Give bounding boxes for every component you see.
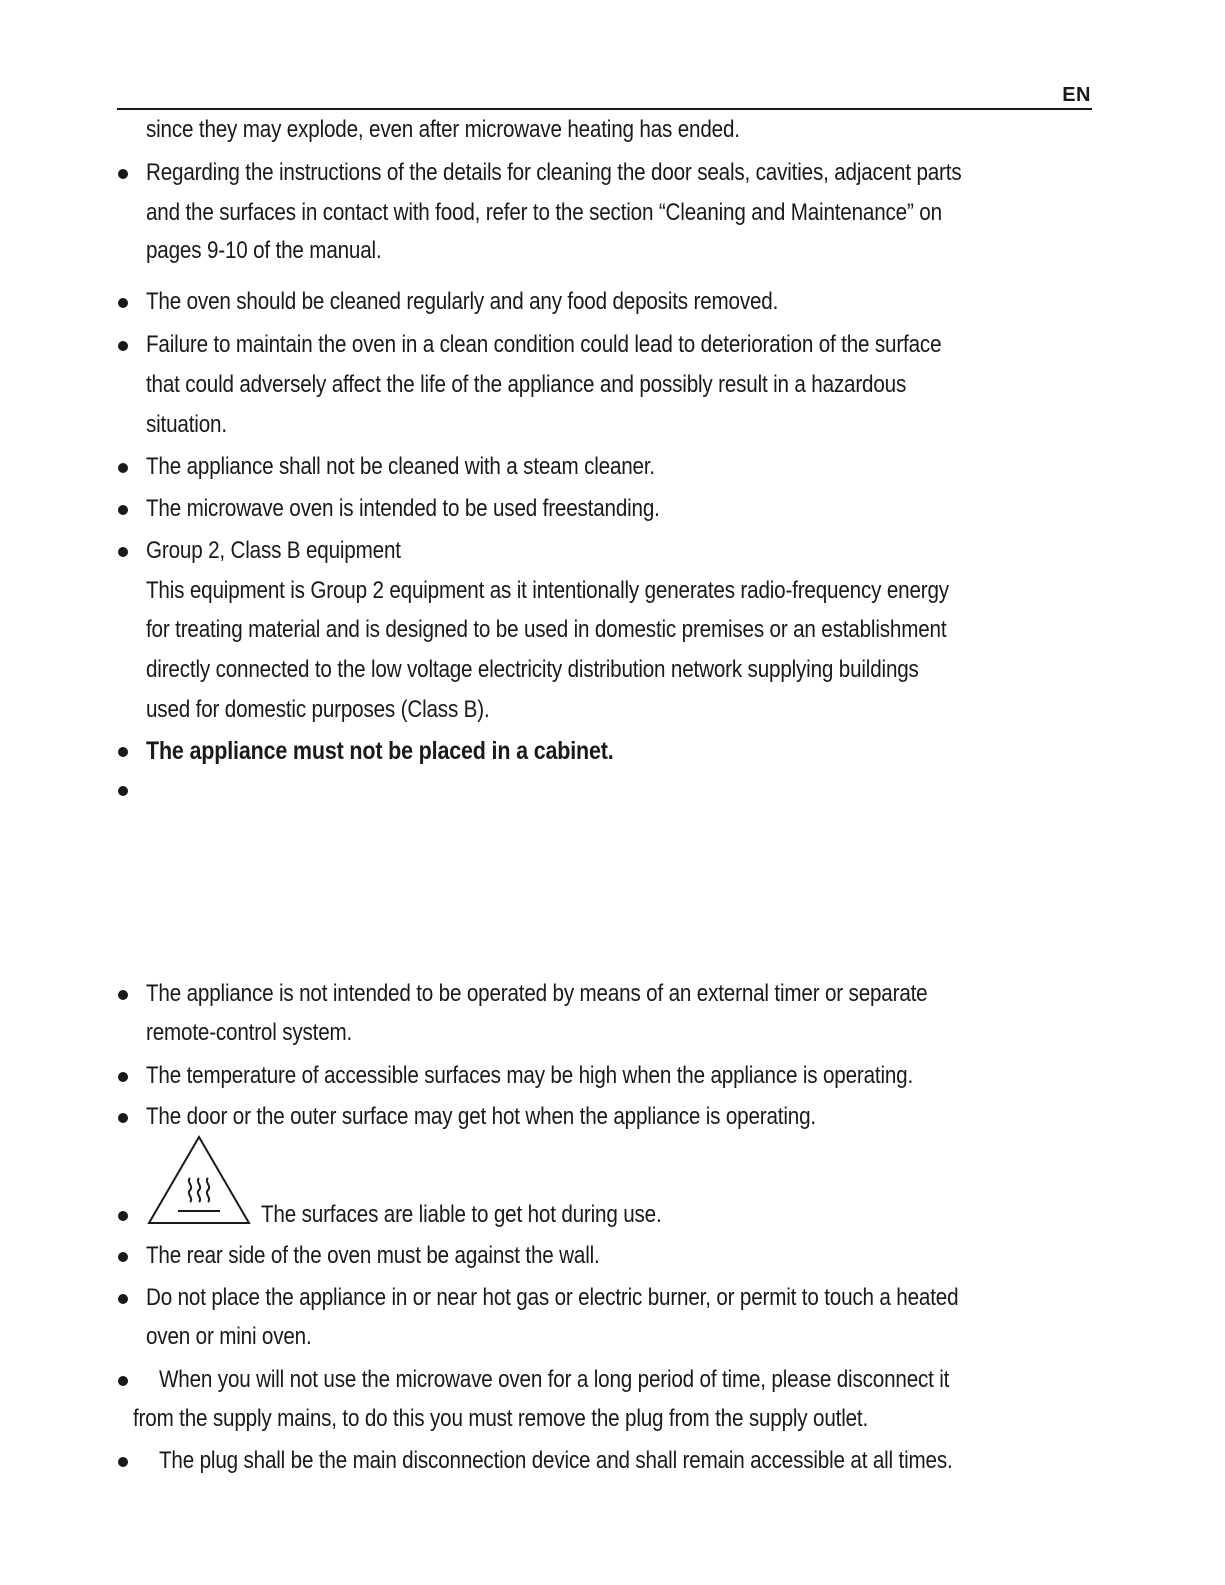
text-line: situation. — [146, 411, 227, 438]
bullet — [118, 747, 128, 757]
text-line: When you will not use the microwave oven for a long period of time, please disconnect it — [159, 1366, 950, 1393]
bullet — [118, 169, 128, 179]
bullet — [118, 341, 128, 351]
bullet — [118, 298, 128, 308]
text-line: oven or mini oven. — [146, 1323, 312, 1350]
hot-surface-warning-icon — [146, 1134, 252, 1226]
text-line: Failure to maintain the oven in a clean condition could lead to deterioration of the surface — [146, 331, 942, 358]
text-line: The oven should be cleaned regularly and any food deposits removed. — [146, 288, 779, 315]
text-line: The appliance shall not be cleaned with a steam cleaner. — [146, 453, 655, 480]
text-line: Group 2, Class B equipment — [146, 537, 401, 564]
text-line: pages 9-10 of the manual. — [146, 237, 382, 264]
text-line: This equipment is Group 2 equipment as it intentionally generates radio-frequency energy — [146, 577, 949, 604]
text-line: The microwave oven is intended to be used freestanding. — [146, 495, 660, 522]
text-line: Regarding the instructions of the details for cleaning the door seals, cavities, adjacent parts — [146, 159, 962, 186]
bullet — [118, 1113, 128, 1123]
empty-bullet — [118, 786, 128, 796]
text-line: The plug shall be the main disconnection device and shall remain accessible at all times. — [159, 1447, 953, 1474]
header-rule — [117, 108, 1092, 110]
text-line: The appliance is not intended to be operated by means of an external timer or separate — [146, 980, 928, 1007]
text-line: The surfaces are liable to get hot during use. — [261, 1201, 662, 1228]
bullet — [118, 1072, 128, 1082]
text-line: directly connected to the low voltage electricity distribution network supplying buildings — [146, 656, 919, 683]
text-line-bold: The appliance must not be placed in a cabinet. — [146, 737, 614, 765]
text-line: The rear side of the oven must be against the wall. — [146, 1242, 600, 1269]
text-line: since they may explode, even after microwave heating has ended. — [146, 116, 740, 143]
bullet — [118, 547, 128, 557]
text-line: that could adversely affect the life of the appliance and possibly result in a hazardous — [146, 371, 907, 398]
bullet — [118, 1376, 128, 1386]
bullet — [118, 1211, 128, 1221]
bullet — [118, 990, 128, 1000]
bullet — [118, 1294, 128, 1304]
language-code: EN — [1062, 84, 1091, 106]
bullet — [118, 1252, 128, 1262]
bullet — [118, 505, 128, 515]
text-line: Do not place the appliance in or near hot gas or electric burner, or permit to touch a heated — [146, 1284, 959, 1311]
text-line: The door or the outer surface may get hot when the appliance is operating. — [146, 1103, 816, 1130]
text-line: remote-control system. — [146, 1019, 353, 1046]
text-line: from the supply mains, to do this you must remove the plug from the supply outlet. — [133, 1405, 869, 1432]
text-line: used for domestic purposes (Class B). — [146, 696, 490, 723]
bullet — [118, 463, 128, 473]
text-line: and the surfaces in contact with food, refer to the section “Cleaning and Maintenance” on — [146, 199, 942, 226]
text-line: for treating material and is designed to be used in domestic premises or an establishment — [146, 616, 947, 643]
bullet — [118, 1457, 128, 1467]
text-line: The temperature of accessible surfaces may be high when the appliance is operating. — [146, 1062, 914, 1089]
